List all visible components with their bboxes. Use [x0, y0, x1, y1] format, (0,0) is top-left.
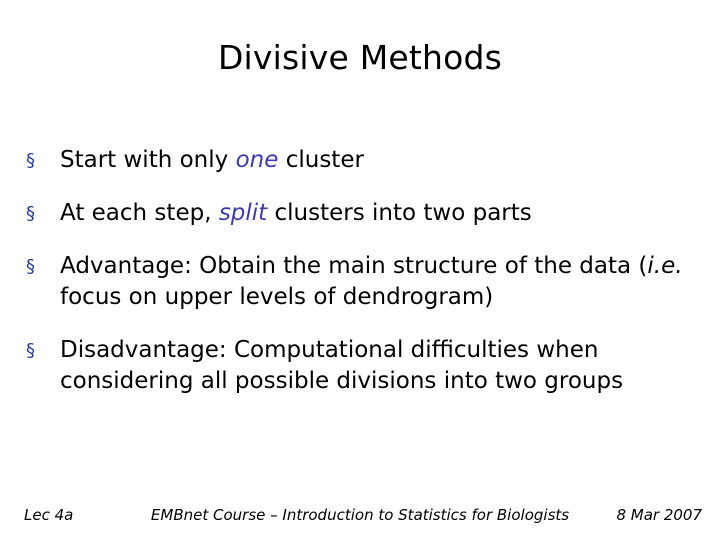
bullet-text: At each step, — [60, 200, 219, 226]
bullet-text: Advantage: Obtain the main structure of the data ( — [60, 253, 648, 279]
bullet-emphasis: i.e. — [647, 253, 683, 279]
slide-title: Divisive Methods — [217, 38, 503, 77]
bullet-item-advantage — [22, 251, 702, 313]
bullet-text: cluster — [278, 147, 364, 173]
footer-lecture: Lec 4a — [24, 506, 74, 524]
bullet-marker-icon: § — [26, 203, 35, 224]
bullet-marker-icon: § — [26, 150, 35, 171]
bullet-emphasis: one — [235, 147, 279, 173]
bullet-item-disadvantage — [22, 335, 702, 397]
bullet-item-split — [22, 198, 702, 229]
bullet-emphasis: split — [218, 200, 268, 226]
bullet-text: Start with only — [60, 147, 236, 173]
footer-course: EMBnet Course – Introduction to Statistics for Biologists — [150, 506, 570, 524]
bullet-text: Disadvantage: Computational difficulties when considering all possible divisions into two groups — [60, 337, 624, 394]
bullet-text: clusters into two parts — [267, 200, 532, 226]
bullet-text: focus on upper levels of dendrogram) — [60, 284, 494, 310]
bullet-marker-icon: § — [26, 340, 35, 361]
footer-date: 8 Mar 2007 — [616, 506, 702, 524]
bullet-item-start — [22, 145, 702, 176]
bullet-marker-icon: § — [26, 256, 35, 277]
bullet-list — [22, 145, 702, 419]
